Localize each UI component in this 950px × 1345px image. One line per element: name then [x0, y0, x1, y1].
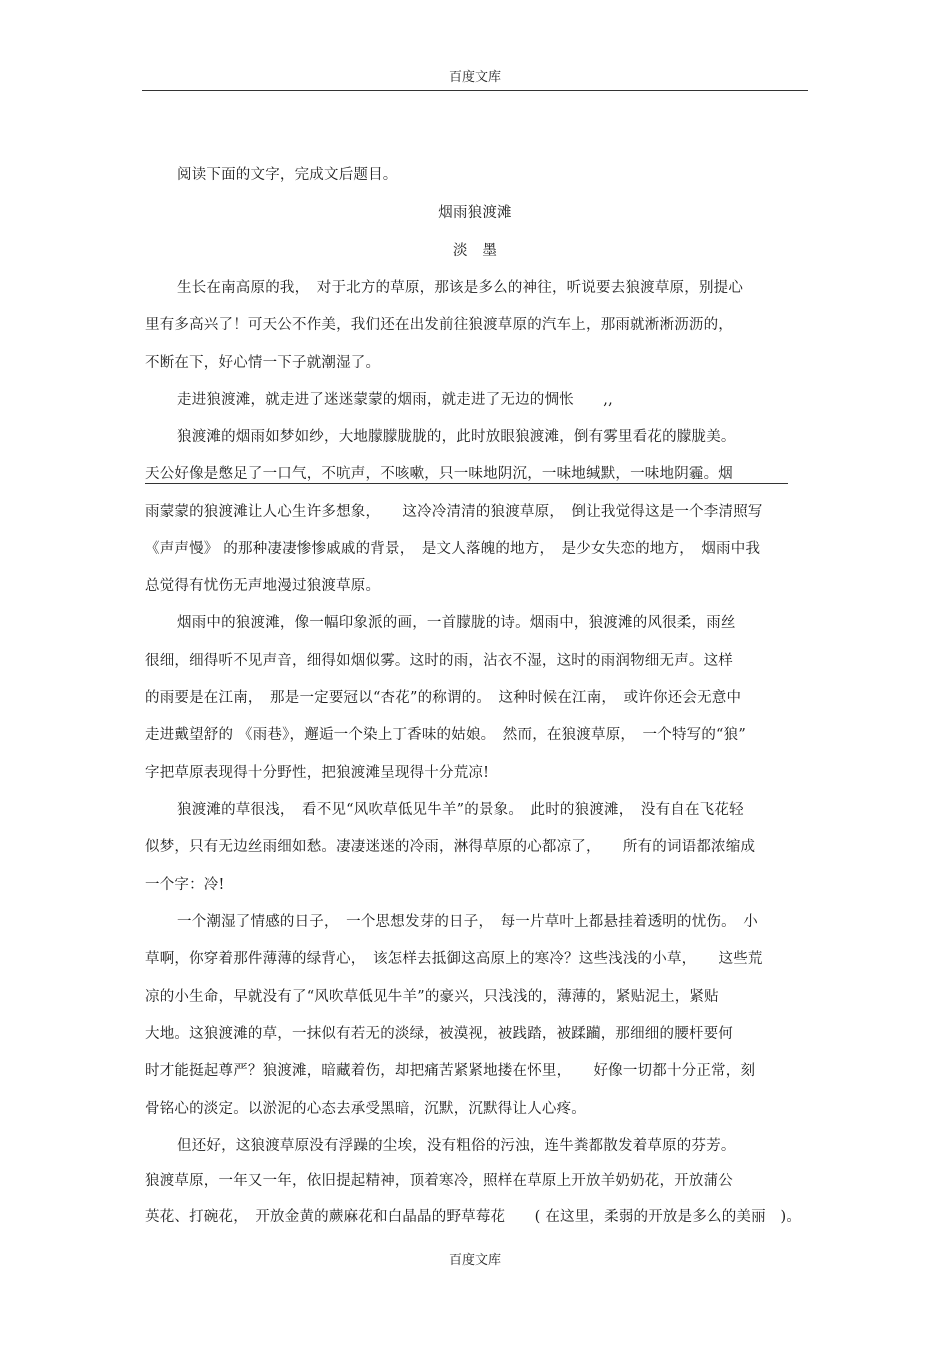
text-line: 雨蒙蒙的狼渡滩让人心生许多想象， 这冷冷清清的狼渡草原， 倒让我觉得这是一个李清照写	[145, 504, 763, 520]
text-line: 走进戴望舒的 《雨巷》，邂逅一个染上丁香味的姑娘。 然而，在狼渡草原， 一个特写的“狼”	[145, 727, 746, 743]
text-line: 一个潮湿了情感的日子， 一个思想发芽的日子， 每一片草叶上都悬挂着透明的忧伤。 小	[177, 914, 758, 930]
text-line: 走进狼渡滩，就走进了迷迷蒙蒙的烟雨，就走进了无边的惆怅 ,,	[177, 392, 613, 408]
text-line: 很细，细得听不见声音，细得如烟似雾。这时的雨，沾衣不湿，这时的雨润物细无声。这样	[145, 653, 733, 669]
text-line: 狼渡草原，一年又一年，依旧提起精神，顶着寒冷，照样在草原上开放羊奶奶花，开放蒲公	[145, 1173, 733, 1189]
article-title: 烟雨狼渡滩	[438, 205, 512, 221]
page-header: 百度文库	[448, 70, 501, 85]
text-line: 里有多高兴了！可天公不作美，我们还在出发前往狼渡草原的汽车上，那雨就淅淅沥沥的，	[145, 317, 733, 333]
header-divider	[142, 90, 808, 91]
text-line: 不断在下，好心情一下子就潮湿了。	[145, 355, 381, 371]
text-line: 烟雨中的狼渡滩，像一幅印象派的画，一首朦胧的诗。烟雨中，狼渡滩的风很柔，雨丝	[177, 615, 736, 631]
text-line: 字把草原表现得十分野性，把狼渡滩呈现得十分荒凉!	[145, 765, 490, 781]
text-line: 一个字：冷!	[145, 877, 225, 893]
text-line: 天公好像是憋足了一口气，不吭声，不咳嗽，只一味地阴沉，一味地缄默，一味地阴霾。烟	[145, 466, 733, 482]
text-line: 英花、打碗花， 开放金黄的蕨麻花和白晶晶的野草莓花 ( 在这里，柔弱的开放是多么的美丽 )。	[145, 1209, 802, 1225]
text-line: 骨铭心的淡定。以淤泥的心态去承受黑暗，沉默，沉默得让人心疼。	[145, 1101, 586, 1117]
text-line: 狼渡滩的草很浅， 看不见“风吹草低见牛羊”的景象。 此时的狼渡滩， 没有自在飞花轻	[177, 802, 744, 818]
text-line: 草啊，你穿着那件薄薄的绿背心， 该怎样去抵御这高原上的寒冷？这些浅浅的小草， 这些荒	[145, 951, 763, 967]
page-footer: 百度文库	[448, 1253, 501, 1268]
instruction: 阅读下面的文字，完成文后题目。	[177, 167, 398, 183]
text-line: 大地。这狼渡滩的草，一抹似有若无的淡绿，被漠视，被践踏，被蹂躏，那细细的腰杆要何	[145, 1026, 733, 1042]
text-line: 凉的小生命，早就没有了“风吹草低见牛羊”的豪兴，只浅浅的，薄薄的，紧贴泥土，紧贴	[145, 989, 719, 1005]
text-line: 似梦，只有无边丝雨细如愁。凄凄迷迷的冷雨，淋得草原的心都凉了， 所有的词语都浓缩成	[145, 839, 756, 855]
article-author: 淡 墨	[452, 243, 498, 259]
text-line: 《声声慢》 的那种凄凄惨惨戚戚的背景， 是文人落魄的地方， 是少女失恋的地方， 烟雨中我	[145, 541, 761, 557]
underline	[145, 483, 788, 484]
text-line: 时才能挺起尊严？狼渡滩，暗藏着伤，却把痛苦紧紧地搂在怀里， 好像一切都十分正常，刻	[145, 1063, 756, 1079]
text-line: 总觉得有忧伤无声地漫过狼渡草原。	[145, 578, 381, 594]
text-line: 狼渡滩的烟雨如梦如纱，大地朦朦胧胧的，此时放眼狼渡滩，倒有雾里看花的朦胧美。	[177, 429, 736, 445]
text-line: 的雨要是在江南， 那是一定要冠以“杏花”的称谓的。 这种时候在江南， 或许你还会无意中	[145, 690, 742, 706]
text-line: 但还好，这狼渡草原没有浮躁的尘埃，没有粗俗的污浊，连牛粪都散发着草原的芬芳。	[177, 1138, 736, 1154]
text-line: 生长在南高原的我， 对于北方的草原，那该是多么的神往，听说要去狼渡草原，别提心	[177, 280, 744, 296]
